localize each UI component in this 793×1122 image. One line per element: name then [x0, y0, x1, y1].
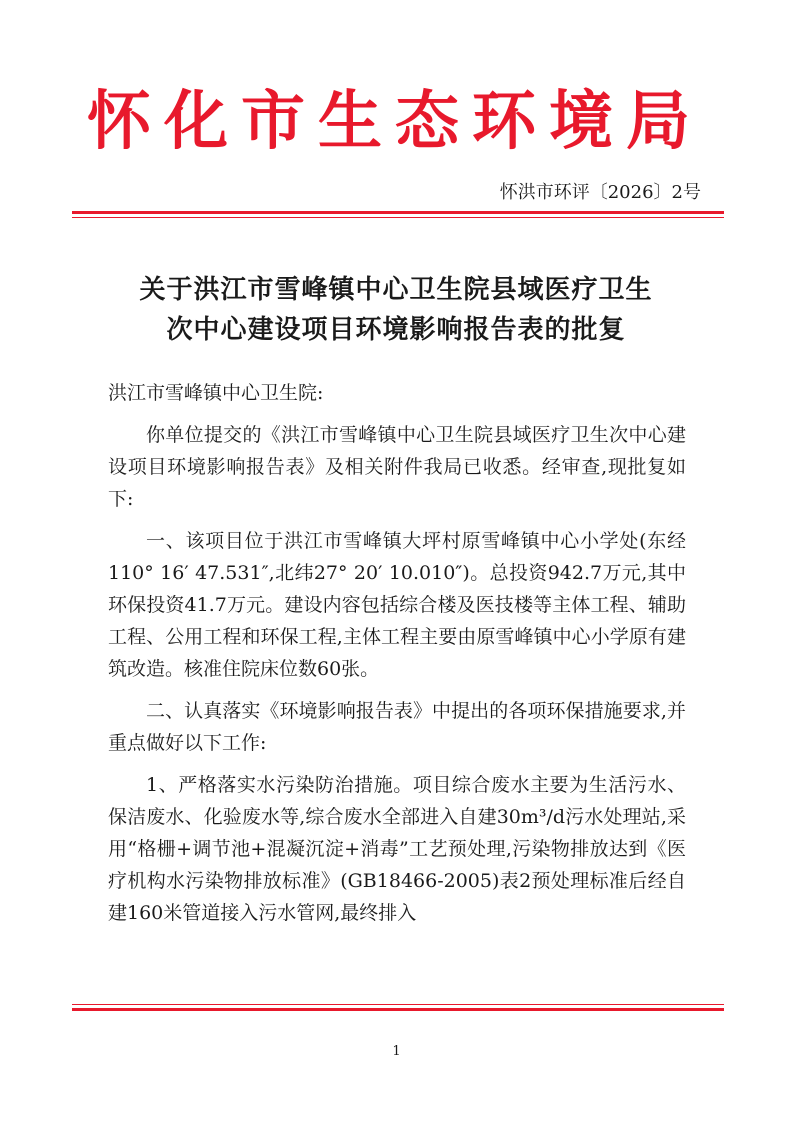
agency-name-header: 怀化市生态环境局: [87, 84, 703, 159]
page-number: 1: [392, 1044, 401, 1059]
footer-red-rule: [72, 1008, 724, 1011]
paragraph-intro: 你单位提交的《洪江市雪峰镇中心卫生院县域医疗卫生次中心建设项目环境影响报告表》及相关附件我局已收悉。经审查,现批复如下:: [108, 424, 686, 510]
document-body: [108, 377, 686, 939]
paragraph-item-2: 二、认真落实《环境影响报告表》中提出的各项环保措施要求,并重点做好以下工作:: [108, 700, 686, 754]
title-line-1: 关于洪江市雪峰镇中心卫生院县域医疗卫生: [139, 275, 653, 305]
paragraph-subitem-1: 1、严格落实水污染防治措施。项目综合废水主要为生活污水、保洁废水、化验废水等,综合废水全部进入自建30m³/d污水处理站,采用“格栅+调节池+混凝沉淀+消毒”工艺预处理,污染物排放达到《医疗机构水污染物排放标准》(GB18466-2005)表2预处理标准后经自建160米管道接入污水管网,最终排入: [108, 774, 686, 924]
footer-red-rule-thin: [72, 1004, 724, 1005]
header-red-rule: [72, 211, 724, 214]
paragraph-item-1: 一、该项目位于洪江市雪峰镇大坪村原雪峰镇中心小学处(东经110° 16′ 47.531″,北纬27° 20′ 10.010″)。总投资942.7万元,其中环保投资41.7万元。建设内容包括综合楼及医技楼等主体工程、辅助工程、公用工程和环保工程,主体工程主要由原雪峰镇中心小学原有建筑改造。核准住院床位数60张。: [108, 530, 686, 680]
addressee: 洪江市雪峰镇中心卫生院:: [108, 382, 324, 404]
header-red-rule-thin: [72, 217, 724, 218]
document-title: [90, 270, 702, 350]
title-line-2: 次中心建设项目环境影响报告表的批复: [166, 315, 626, 345]
document-number: 怀洪市环评〔2026〕2号: [499, 182, 701, 203]
